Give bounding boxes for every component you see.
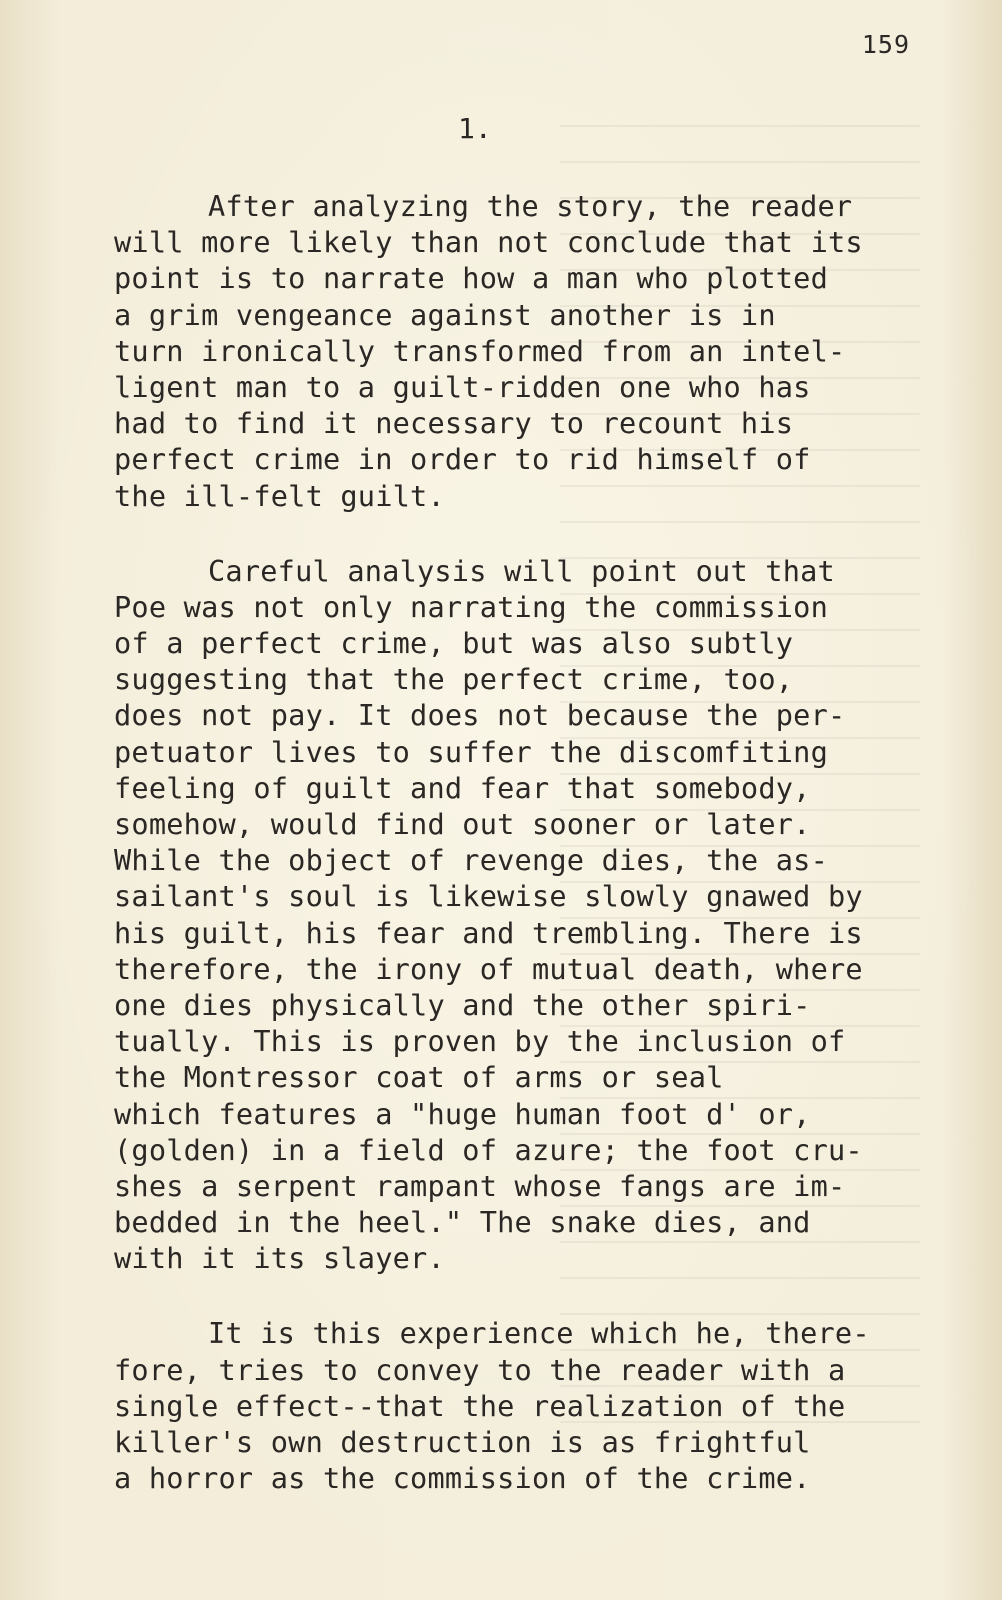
- text-line: ligent man to a guilt-ridden one who has: [114, 369, 811, 404]
- paragraph-1: [114, 188, 914, 514]
- text-line: turn ironically transformed from an intel-: [114, 333, 846, 368]
- text-line: Careful analysis will point out that: [208, 553, 835, 588]
- text-line: one dies physically and the other spiri-: [114, 987, 811, 1022]
- text-line: with it its slayer.: [114, 1241, 445, 1276]
- text-line: a horror as the commission of the crime.: [114, 1461, 811, 1496]
- text-line: After analyzing the story, the reader: [208, 189, 853, 223]
- paragraph-2: [114, 553, 914, 1277]
- text-line: It is this experience which he, there-: [208, 1316, 870, 1351]
- text-line: suggesting that the perfect crime, too,: [114, 662, 794, 697]
- text-line: single effect--that the realization of the: [114, 1388, 846, 1423]
- text-line: a grim vengeance against another is in: [114, 297, 776, 332]
- text-line: feeling of guilt and fear that somebody,: [114, 770, 811, 805]
- text-line: does not pay. It does not because the per-: [114, 698, 846, 733]
- text-line: had to find it necessary to recount his: [114, 406, 794, 441]
- text-line: petuator lives to suffer the discomfiting: [114, 734, 829, 769]
- text-line: bedded in the heel." The snake dies, and: [114, 1205, 811, 1240]
- text-line: the ill-felt guilt.: [114, 478, 445, 513]
- text-line: his guilt, his fear and trembling. There is: [114, 915, 863, 950]
- paragraph-3: [114, 1315, 914, 1496]
- text-line: shes a serpent rampant whose fangs are im-: [114, 1168, 846, 1203]
- text-line: tually. This is proven by the inclusion of: [114, 1024, 846, 1059]
- text-line: therefore, the irony of mutual death, where: [114, 951, 863, 986]
- text-line: which features a "huge human foot d' or,: [114, 1096, 811, 1131]
- text-line: killer's own destruction is as frightful: [114, 1425, 811, 1459]
- text-line: sailant's soul is likewise slowly gnawed by: [114, 879, 863, 914]
- body-text: [114, 188, 914, 1535]
- text-line: of a perfect crime, but was also subtly: [114, 626, 794, 661]
- section-number: 1.: [458, 112, 492, 145]
- text-line: somehow, would find out sooner or later.: [114, 807, 811, 841]
- text-line: fore, tries to convey to the reader with a: [114, 1352, 846, 1387]
- page-number: 159: [861, 30, 910, 59]
- text-line: the Montressor coat of arms or seal: [114, 1060, 724, 1095]
- text-line: While the object of revenge dies, the as-: [114, 843, 829, 878]
- text-line: will more likely than not conclude that its: [114, 225, 863, 260]
- text-line: Poe was not only narrating the commission: [114, 589, 829, 624]
- text-line: perfect crime in order to rid himself of: [114, 442, 811, 477]
- text-line: point is to narrate how a man who plotted: [114, 261, 829, 296]
- text-line: (golden) in a field of azure; the foot cru-: [114, 1132, 863, 1167]
